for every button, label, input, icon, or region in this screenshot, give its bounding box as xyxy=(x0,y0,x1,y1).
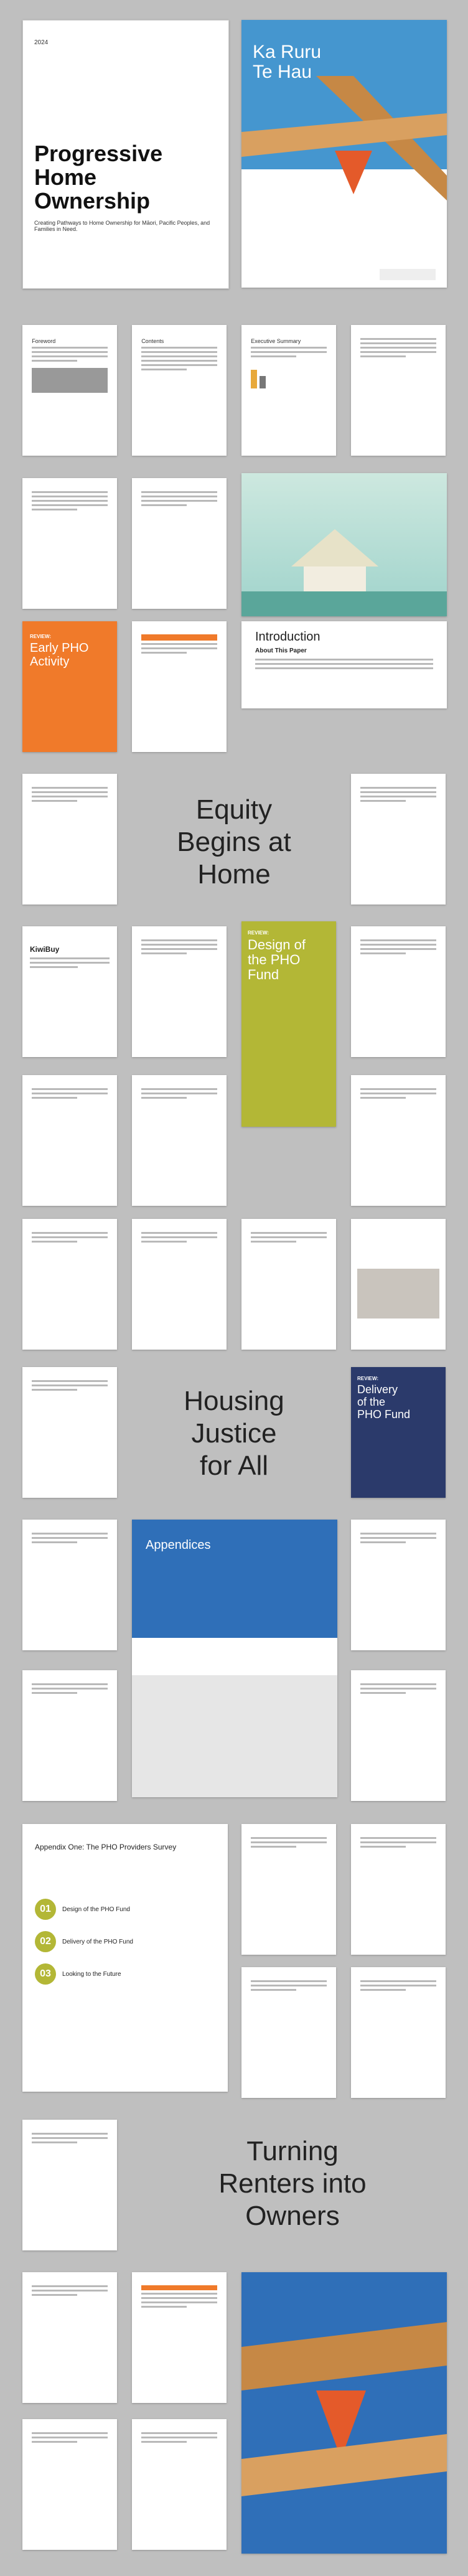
page-foreword: Foreword xyxy=(22,325,117,456)
page-design-pho: REVIEW: Design of the PHO Fund xyxy=(241,921,336,1127)
page-text-s xyxy=(351,1670,446,1801)
slogan-renters: Turning Renters into Owners xyxy=(218,2136,367,2231)
page-appendix-one: Appendix One: The PHO Providers Survey 01 Design of the PHO Fund 02 Delivery of the PHO Fund 03 Looking to the Future xyxy=(22,1824,228,2092)
illustration-spread xyxy=(241,473,447,616)
page-contents: Contents xyxy=(132,325,227,456)
page-text-k xyxy=(351,1075,446,1206)
page-text-f xyxy=(351,774,446,905)
page-apartments xyxy=(351,1219,446,1350)
page-text-t xyxy=(241,1824,336,1955)
page-text-y xyxy=(22,2272,117,2403)
page-text-q xyxy=(351,1520,446,1650)
cover-page xyxy=(22,20,229,289)
page-text-p xyxy=(22,1520,117,1650)
page-text-a xyxy=(351,325,446,456)
page-table xyxy=(132,2272,227,2403)
page-text-b xyxy=(22,478,117,609)
cover-year: 2024 xyxy=(34,39,49,46)
page-text-g xyxy=(132,926,227,1057)
slogan-justice: Housing Justice for All xyxy=(184,1386,284,1481)
survey-item-1: 01 Design of the PHO Fund xyxy=(35,1899,133,1920)
page-text-z xyxy=(22,2419,117,2550)
slogan-equity: Equity Begins at Home xyxy=(177,794,291,890)
page-introduction: Introduction About This Paper xyxy=(241,621,447,708)
survey-item-2: 02 Delivery of the PHO Fund xyxy=(35,1931,133,1952)
timber-frame-image xyxy=(241,76,447,225)
page-text-l xyxy=(22,1219,117,1350)
page-text-j xyxy=(132,1075,227,1206)
partner-logos xyxy=(380,269,436,280)
page-early-pho: REVIEW: Early PHO Activity xyxy=(22,621,117,752)
page-text-v xyxy=(241,1967,336,2098)
page-text-i xyxy=(22,1075,117,1206)
page-text-m xyxy=(132,1219,227,1350)
page-text-d xyxy=(132,621,227,752)
cover-title: Progressive Home Ownership xyxy=(34,141,163,214)
ka-ruru-title: Ka Ruru Te Hau xyxy=(253,42,322,82)
cover-subtitle: Creating Pathways to Home Ownership for Māori, Pacific Peoples, and Families in Need. xyxy=(34,220,210,232)
page-appendices: Appendices xyxy=(132,1520,337,1797)
page-text-aa xyxy=(132,2419,227,2550)
page-text-e xyxy=(22,774,117,905)
page-text-r xyxy=(22,1670,117,1801)
page-text-c xyxy=(132,478,227,609)
page-text-n xyxy=(241,1219,336,1350)
page-text-h xyxy=(351,926,446,1057)
page-kiwibuy: KiwiBuy xyxy=(22,926,117,1057)
page-text-w xyxy=(351,1967,446,2098)
ka-ruru-cover xyxy=(241,20,447,288)
page-exec-summary: Executive Summary xyxy=(241,325,336,456)
page-text-u xyxy=(351,1824,446,1955)
survey-item-3: 03 Looking to the Future xyxy=(35,1963,133,1985)
page-text-o xyxy=(22,1367,117,1498)
page-text-x xyxy=(22,2120,117,2250)
back-cover xyxy=(241,2272,447,2554)
timber-frame-back xyxy=(241,2272,447,2554)
house-illustration xyxy=(241,473,447,616)
page-delivery-pho: REVIEW: Delivery of the PHO Fund xyxy=(351,1367,446,1498)
